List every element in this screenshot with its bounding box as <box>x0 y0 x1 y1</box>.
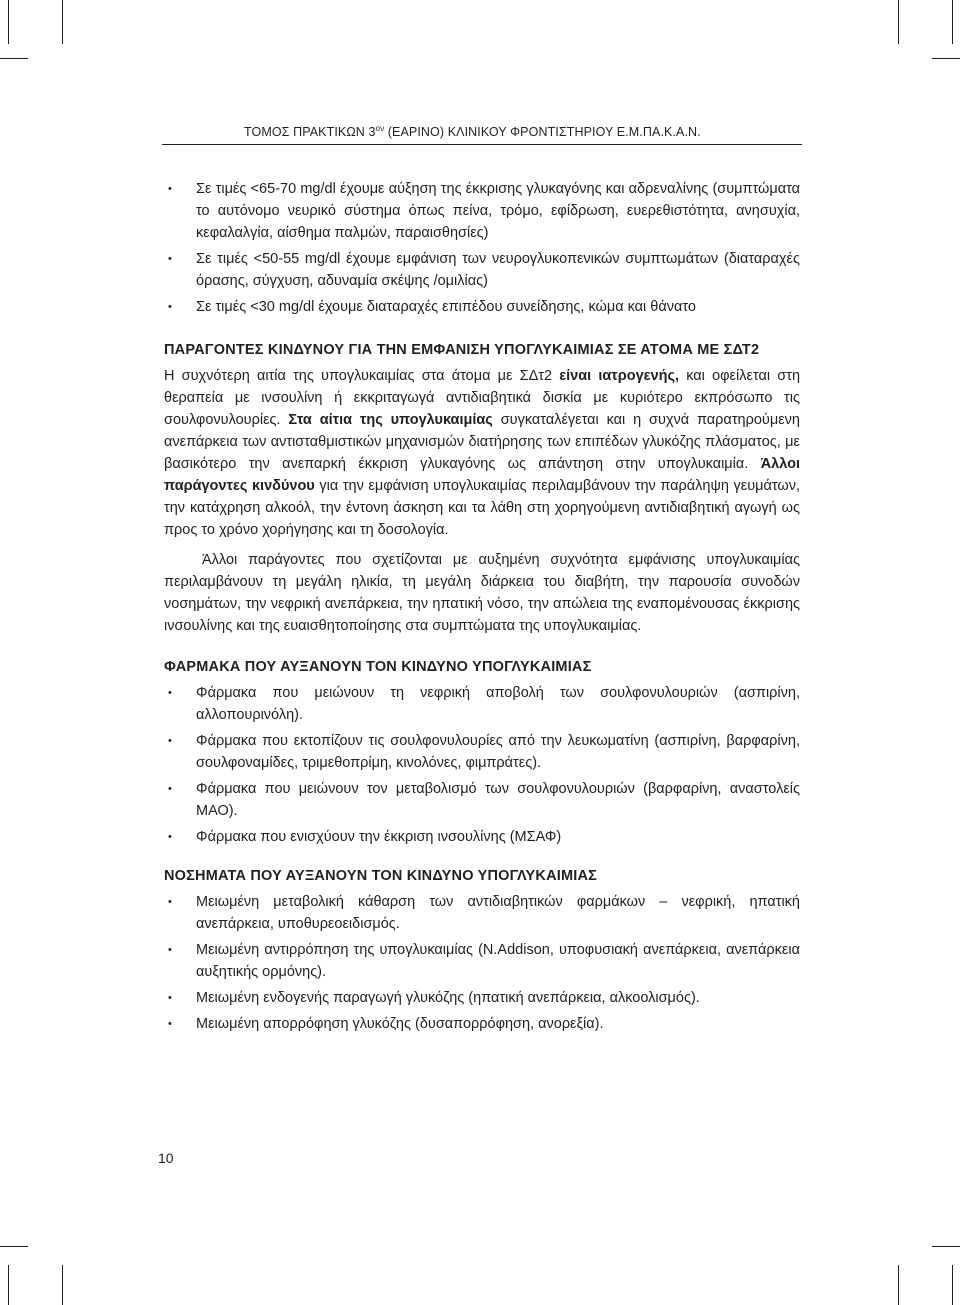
list-item-text: Φάρμακα που ενισχύουν την έκκριση ινσουλίνης (ΜΣΑΦ) <box>196 829 562 845</box>
list-item <box>164 1013 800 1035</box>
list-item <box>164 778 800 822</box>
list-item <box>164 248 800 292</box>
crop-mark <box>932 58 960 59</box>
header-text-suffix: (ΕΑΡΙΝΟ) ΚΛΙΝΙΚΟΥ ΦΡΟΝΤΙΣΤΗΡΙΟΥ Ε.Μ.ΠΑ.Κ.Α.Ν. <box>384 125 701 140</box>
list-item <box>164 987 800 1009</box>
header-rule <box>162 144 802 145</box>
text-run: Η συχνότερη αιτία της υπογλυκαιμίας στα άτομα με ΣΔτ2 <box>164 368 560 384</box>
list-item-text: Φάρμακα που εκτοπίζουν τις σουλφονυλουρίες από την λευκωματίνη (ασπιρίνη, βαρφαρίνη, σουλφοναμίδες, τριμεθοπρίμη, κινολόνες, φιμπράτες). <box>196 733 800 771</box>
list-item-text: Σε τιμές <30 mg/dl έχουμε διαταραχές επιπέδου συνείδησης, κώμα και θάνατο <box>196 299 696 315</box>
list-item-text: Μειωμένη απορρόφηση γλυκόζης (δυσαπορρόφηση, ανορεξία). <box>196 1016 604 1032</box>
bullet-icon: • <box>168 896 172 908</box>
crop-mark <box>932 1246 960 1247</box>
text-run: συγκαταλέγεται και η συχνά παρατηρούμενη ανεπάρκεια των αντισταθμιστικών μηχανισμών διατήρησης των επιπέδων γλυκόζης πλάσματος, με βασικότερο την ανεπαρκή έκκριση γλυκαγόνης ως απάντηση στην υπογλυκαιμία. <box>164 412 800 472</box>
bullet-icon: • <box>168 1018 172 1030</box>
list-item <box>164 939 800 983</box>
crop-mark <box>0 1246 28 1247</box>
risk-paragraph-1 <box>164 365 800 541</box>
emphasis-text: Στα αίτια της υπογλυκαιμίας <box>288 412 493 428</box>
bullet-icon: • <box>168 992 172 1004</box>
crop-mark <box>952 1265 953 1305</box>
list-item <box>164 178 800 244</box>
bullet-icon: • <box>168 687 172 699</box>
intro-bullet-list <box>164 178 800 318</box>
list-item <box>164 730 800 774</box>
text-run: για την εμφάνιση υπογλυκαιμίας περιλαμβάνουν την παράληψη γευμάτων, την κατάχρηση αλκοόλ, την έντονη άσκηση και τα λάθη στη χορηγούμενη αντιδιαβητική αγωγή ως προς το χρόνο χορήγησης και τη δοσολογία. <box>164 478 800 538</box>
list-item <box>164 296 800 318</box>
crop-mark <box>62 1265 63 1305</box>
emphasis-text: είναι ιατρογενής, <box>559 368 680 384</box>
page-content <box>164 178 800 1039</box>
header-superscript: ον <box>375 124 385 133</box>
crop-mark <box>62 0 63 44</box>
list-item-text: Μειωμένη μεταβολική κάθαρση των αντιδιαβητικών φαρμάκων – νεφρική, ηπατική ανεπάρκεια, υποθυρεοειδισμός. <box>196 894 800 932</box>
list-item-text: Μειωμένη αντιρρόπηση της υπογλυκαιμίας (N.Addison, υποφυσιακή ανεπάρκεια, ανεπάρκεια αυξητικής ορμόνης). <box>196 942 800 980</box>
running-header <box>162 124 802 145</box>
crop-mark <box>0 58 28 59</box>
list-item-text: Φάρμακα που μειώνουν τον μεταβολισμό των σουλφονυλουριών (βαρφαρίνη, αναστολείς ΜΑΟ). <box>196 781 800 819</box>
diseases-bullet-list <box>164 891 800 1035</box>
section-heading-diseases: ΝΟΣΗΜΑΤΑ ΠΟΥ ΑΥΞΑΝΟΥΝ ΤΟΝ ΚΙΝΔΥΝΟ ΥΠΟΓΛΥΚΑΙΜΙΑΣ <box>164 868 598 884</box>
crop-mark <box>952 0 953 44</box>
bullet-icon: • <box>168 301 172 313</box>
text-run: και οφείλεται στη θεραπεία με ινσουλίνη ή εκκριταγωγά αντιδιαβητικά δισκία με κυριότερο εκπρόσωπο τις σουλφονυλουρίες. <box>164 368 801 428</box>
risk-paragraph-2: Άλλοι παράγοντες που σχετίζονται με αυξημένη συχνότητα εμφάνισης υπογλυκαιμίας περιλαμβάνουν τη μεγάλη ηλικία, τη μεγάλη διάρκεια του διαβήτη, την παρουσία συνοδών νοσημάτων, την νεφρική ανεπάρκεια, την ηπατική νόσο, την απώλεια της εναπομένουσας έκκρισης ινσουλίνης και της ευαισθητοποίησης στα συμπτώματα της υπογλυκαιμίας. <box>164 552 800 634</box>
list-item-text: Σε τιμές <50-55 mg/dl έχουμε εμφάνιση των νευρογλυκοπενικών συμπτωμάτων (διαταραχές όρασης, σύγχυση, αδυναμία σκέψης /ομιλίας) <box>196 251 800 289</box>
emphasis-text: Άλλοι παράγοντες κινδύνου <box>164 456 800 494</box>
bullet-icon: • <box>168 183 172 195</box>
section-heading-risk-factors: ΠΑΡΑΓΟΝΤΕΣ ΚΙΝΔΥΝΟΥ ΓΙΑ ΤΗΝ ΕΜΦΑΝΙΣΗ ΥΠΟΓΛΥΚΑΙΜΙΑΣ ΣΕ ΑΤΟΜΑ ΜΕ ΣΔΤ2 <box>164 342 760 358</box>
crop-mark <box>898 1265 899 1305</box>
crop-mark <box>8 1265 9 1305</box>
drugs-bullet-list <box>164 682 800 848</box>
list-item <box>164 682 800 726</box>
header-text-prefix: ΤΟΜΟΣ ΠΡΑΚΤΙΚΩΝ 3 <box>244 125 376 140</box>
bullet-icon: • <box>168 735 172 747</box>
bullet-icon: • <box>168 253 172 265</box>
list-item-text: Σε τιμές <65-70 mg/dl έχουμε αύξηση της έκκρισης γλυκαγόνης και αδρεναλίνης (συμπτώματα το αυτόνομο νευρικό σύστημα όπως πείνα, τρόμο, εφίδρωση, ευερεθιστότητα, ανησυχία, κεφαλαλγία, αίσθημα παλμών, παραισθησίες) <box>196 181 800 241</box>
bullet-icon: • <box>168 831 172 843</box>
crop-mark <box>898 0 899 44</box>
bullet-icon: • <box>168 783 172 795</box>
crop-mark <box>8 0 9 44</box>
header-text <box>244 124 802 139</box>
page-number: 10 <box>158 1150 174 1166</box>
bullet-icon: • <box>168 944 172 956</box>
list-item <box>164 826 800 848</box>
section-heading-drugs: ΦΑΡΜΑΚΑ ΠΟΥ ΑΥΞΑΝΟΥΝ ΤΟΝ ΚΙΝΔΥΝΟ ΥΠΟΓΛΥΚΑΙΜΙΑΣ <box>164 659 592 675</box>
list-item <box>164 891 800 935</box>
list-item-text: Μειωμένη ενδογενής παραγωγή γλυκόζης (ηπατική ανεπάρκεια, αλκοολισμός). <box>196 990 700 1006</box>
list-item-text: Φάρμακα που μειώνουν τη νεφρική αποβολή των σουλφονυλουριών (ασπιρίνη, αλλοπουρινόλη). <box>196 685 800 723</box>
